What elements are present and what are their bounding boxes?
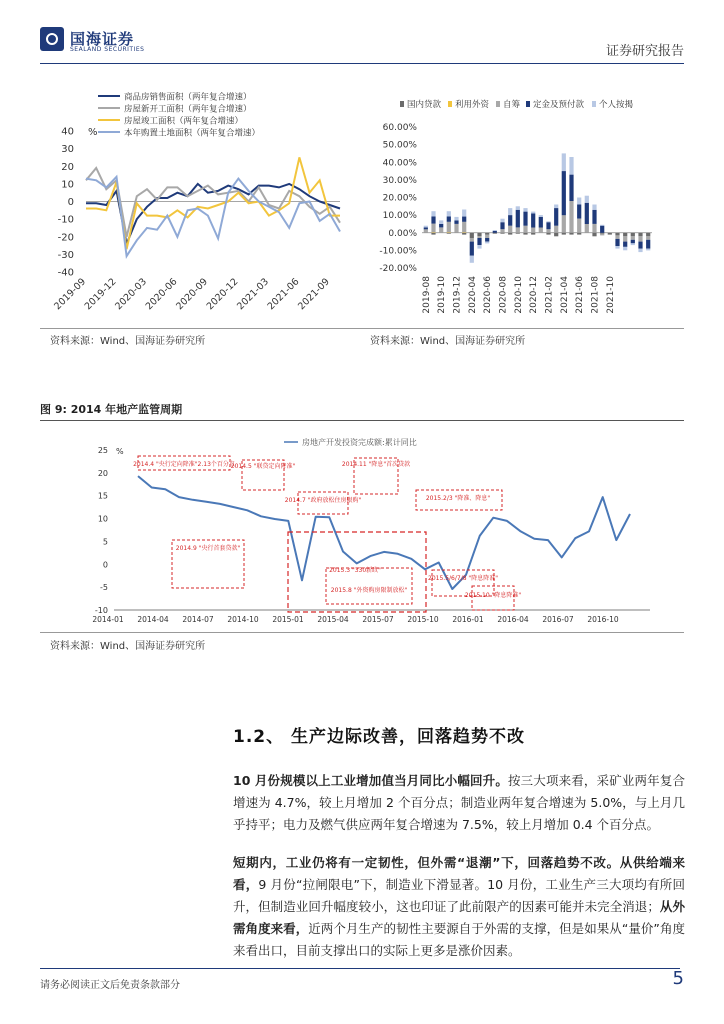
- y-tick-label: 50.00%: [382, 140, 417, 151]
- bar-segment: [431, 217, 435, 224]
- x-tick-label: 2020-10: [513, 276, 524, 314]
- bar-segment: [539, 215, 543, 217]
- bar-segment: [500, 233, 504, 234]
- annotation-label: 2015.5/6/7/8 "降息降准": [428, 575, 498, 582]
- bar-segment: [539, 228, 543, 233]
- y-tick-label: -20: [57, 232, 74, 244]
- bar-segment: [608, 233, 612, 235]
- x-tick-label: 2019-08: [421, 276, 432, 314]
- footer-divider: [40, 968, 680, 969]
- x-tick-label: 2021-10: [605, 276, 616, 314]
- bar-segment: [470, 256, 474, 263]
- y-tick-label: -30: [57, 249, 74, 261]
- bar-segment: [646, 236, 650, 240]
- x-tick-label: 2014-07: [182, 615, 214, 624]
- y-tick-label: 0: [102, 560, 108, 570]
- bar-segment: [500, 222, 504, 229]
- bar-segment: [638, 249, 642, 253]
- bar-segment: [592, 210, 596, 224]
- bar-segment: [623, 247, 627, 251]
- bar-segment: [623, 233, 627, 237]
- bar-segment: [485, 238, 489, 242]
- bar-segment: [516, 210, 520, 228]
- legend-label: 定金及预付款: [533, 100, 585, 110]
- y-tick-label: 0.00%: [388, 228, 417, 239]
- bar-segment: [531, 228, 535, 233]
- bar-segment: [615, 235, 619, 239]
- y-tick-label: -10: [94, 606, 108, 615]
- bar-segment: [600, 233, 604, 234]
- bar-segment: [447, 232, 451, 233]
- bar-segment: [546, 221, 550, 222]
- bar-segment: [631, 233, 635, 237]
- annotation-label: 2015.8 "外资购房限制放松": [330, 587, 408, 594]
- divider: [40, 420, 684, 421]
- bar-segment: [500, 229, 504, 233]
- legend-label: 房地产开发投资完成额:累计同比: [302, 438, 417, 447]
- x-tick-label: 2021-06: [575, 276, 586, 314]
- x-tick-label: 2019-10: [437, 276, 448, 314]
- bar-segment: [431, 232, 435, 233]
- legend-swatch: [496, 101, 500, 107]
- axis-unit-label: %: [88, 127, 98, 138]
- x-tick-label: 2020-08: [498, 276, 509, 314]
- bar-segment: [562, 215, 566, 233]
- paragraph-lead: 短期内，工业仍将有一定韧性，但外需“退潮”下，回落趋势不改。从供给端来看，: [233, 855, 685, 892]
- brand-name-en: SEALAND SECURITIES: [70, 46, 145, 53]
- source-note-figure9: 资料来源：Wind、国海证券研究所: [50, 641, 206, 652]
- bar-segment: [615, 239, 619, 246]
- legend-label: 个人按揭: [599, 100, 634, 110]
- bar-segment: [431, 224, 435, 233]
- legend-swatch: [448, 101, 452, 107]
- paragraph-body: 按三大项来看，采矿业两年复合增速为 4.7%，较上月增加 2 个百分点；制造业两年复合增速为 5.0%，与上月几乎持平；电力及燃气供应两年复合增速为 7.5%，较上月增加 0.4 个百分点。: [233, 773, 685, 832]
- bar-segment: [638, 236, 642, 241]
- bar-segment: [546, 222, 550, 229]
- bar-segment: [508, 208, 512, 215]
- x-tick-label: 2020-03: [113, 276, 150, 313]
- x-tick-label: 2020-06: [143, 276, 180, 313]
- bar-segment: [447, 211, 451, 216]
- x-tick-label: 2020-12: [204, 276, 241, 313]
- x-tick-label: 2016-10: [587, 615, 619, 624]
- bar-segment: [623, 242, 627, 247]
- x-tick-label: 2014-04: [137, 615, 169, 624]
- bar-segment: [447, 217, 451, 222]
- bar-segment: [454, 224, 458, 233]
- y-tick-label: 0: [67, 197, 74, 208]
- bar-segment: [569, 157, 573, 175]
- bar-segment: [638, 233, 642, 237]
- bar-segment: [477, 245, 481, 249]
- x-tick-label: 2015-10: [407, 615, 439, 624]
- bar-segment: [470, 238, 474, 242]
- annotation-label: 2014.9 "央行首套贷款": [175, 545, 241, 552]
- source-note-left: 资料来源：Wind、国海证券研究所: [50, 336, 206, 347]
- divider: [40, 328, 684, 329]
- y-tick-label: 40.00%: [382, 158, 417, 169]
- annotation-label: 2014.4 "央行定向降准"2.13个百分点: [133, 461, 235, 468]
- y-tick-label: 10.00%: [382, 211, 417, 222]
- x-tick-label: 2019-09: [52, 276, 89, 313]
- bar-segment: [508, 215, 512, 226]
- x-tick-label: 2020-09: [174, 276, 211, 313]
- bar-segment: [531, 212, 535, 214]
- x-tick-label: 2021-03: [235, 276, 272, 313]
- bar-segment: [562, 153, 566, 171]
- bar-segment: [615, 233, 619, 236]
- legend-label: 国内贷款: [407, 100, 442, 110]
- legend-label: 商品房销售面积（两年复合增速）: [124, 92, 252, 103]
- chart-housing-growth: [40, 90, 350, 330]
- bar-segment: [477, 236, 481, 238]
- bar-segment: [638, 242, 642, 249]
- bar-segment: [431, 211, 435, 216]
- annotation-label: 2015.3 "330新政": [329, 567, 381, 574]
- y-tick-label: 30: [61, 144, 74, 156]
- bar-segment: [569, 201, 573, 233]
- x-tick-label: 2020-04: [467, 276, 478, 314]
- bar-segment: [439, 228, 443, 233]
- bar-segment: [424, 228, 428, 230]
- divider: [40, 632, 684, 633]
- annotation-label: 2014.5 "联贷定向降准": [230, 463, 296, 470]
- bar-segment: [447, 222, 451, 233]
- chart-policy-cycle: [90, 432, 670, 628]
- bar-segment: [493, 233, 497, 234]
- report-type-label: 证券研究报告: [605, 44, 684, 59]
- bar-segment: [477, 233, 481, 237]
- bar-segment: [485, 233, 489, 235]
- bar-segment: [516, 228, 520, 233]
- paragraph-outlook: [233, 852, 685, 962]
- bar-segment: [508, 226, 512, 233]
- x-tick-label: 2021-09: [296, 276, 332, 313]
- bar-segment: [470, 233, 474, 238]
- bar-segment: [577, 205, 581, 219]
- bar-segment: [546, 229, 550, 233]
- legend-swatch: [592, 101, 596, 107]
- page-number: 5: [672, 968, 684, 989]
- bar-segment: [470, 242, 474, 256]
- y-tick-label: 20: [61, 161, 74, 173]
- x-tick-label: 2021-02: [544, 276, 555, 314]
- y-tick-label: 20.00%: [382, 193, 417, 204]
- bar-segment: [500, 219, 504, 223]
- y-tick-label: 15: [97, 491, 108, 501]
- x-tick-label: 2019-12: [452, 276, 463, 314]
- annotation-label: 2014.11 "降息"首次贷款: [341, 461, 411, 468]
- footer-disclaimer: 请务必阅读正文后免责条款部分: [40, 980, 180, 991]
- x-tick-label: 2015-07: [362, 615, 394, 624]
- bar-segment: [424, 229, 428, 233]
- bar-segment: [493, 231, 497, 233]
- bar-segment: [477, 238, 481, 245]
- legend-label: 利用外资: [455, 100, 490, 110]
- bar-segment: [646, 233, 650, 237]
- bar-segment: [562, 171, 566, 215]
- bar-segment: [454, 217, 458, 221]
- bar-segment: [577, 198, 581, 205]
- bar-segment: [447, 233, 451, 234]
- x-tick-label: 2016-04: [497, 615, 529, 624]
- x-tick-label: 2021-04: [559, 276, 570, 314]
- bar-segment: [516, 233, 520, 234]
- x-tick-label: 2016-01: [452, 615, 484, 624]
- bar-segment: [577, 233, 581, 235]
- chart-funding-sources: [370, 90, 690, 330]
- bar-segment: [462, 210, 466, 217]
- bar-segment: [439, 220, 443, 224]
- bar-segment: [600, 226, 604, 233]
- y-tick-label: -40: [57, 267, 74, 279]
- bar-segment: [539, 217, 543, 228]
- bar-segment: [493, 230, 497, 231]
- bar-segment: [585, 196, 589, 203]
- annotation-label: 2015.10 "降息降准": [464, 592, 522, 599]
- x-tick-label: 2021-08: [590, 276, 601, 314]
- bar-segment: [600, 225, 604, 226]
- x-tick-label: 2015-01: [272, 615, 304, 624]
- y-tick-label: 5: [102, 537, 108, 547]
- y-tick-label: 40: [61, 126, 74, 138]
- bar-segment: [562, 233, 566, 235]
- bar-segment: [485, 235, 489, 239]
- bar-segment: [615, 246, 619, 249]
- bar-segment: [577, 219, 581, 233]
- bar-segment: [523, 208, 527, 212]
- bar-segment: [546, 233, 550, 235]
- y-tick-label: -10.00%: [379, 246, 417, 257]
- bar-segment: [523, 233, 527, 235]
- bar-segment: [485, 242, 489, 244]
- x-tick-label: 2014-01: [92, 615, 124, 624]
- figure-title: 图 9: 2014 年地产监管周期: [40, 403, 183, 416]
- x-tick-label: 2020-12: [529, 276, 540, 314]
- bar-segment: [569, 233, 573, 235]
- bar-segment: [454, 220, 458, 224]
- bar-segment: [462, 233, 466, 235]
- y-tick-label: 20: [97, 468, 108, 478]
- bar-segment: [431, 233, 435, 235]
- legend-label: 房屋竣工面积（两年复合增速）: [124, 116, 244, 127]
- y-tick-label: 25: [97, 446, 108, 455]
- bar-segment: [424, 226, 428, 228]
- bar-segment: [585, 224, 589, 233]
- brand-name-cn: 国海证券: [70, 30, 135, 48]
- x-tick-label: 2016-07: [542, 615, 574, 624]
- bar-segment: [592, 224, 596, 233]
- annotation-label: 2014.7 "政府放松住房限购": [284, 497, 362, 504]
- bar-segment: [585, 203, 589, 224]
- y-tick-label: 60.00%: [382, 123, 417, 133]
- bar-segment: [554, 208, 558, 226]
- bar-segment: [554, 205, 558, 209]
- bar-segment: [623, 236, 627, 241]
- legend-swatch: [526, 101, 530, 107]
- x-tick-label: 2021-06: [265, 276, 302, 313]
- x-tick-label: 2014-10: [227, 615, 259, 624]
- paragraph-body: 近两个月生产的韧性主要源自于外需的支撑，但是如果从“量价”角度来看出口，目前支撑出口的实际上更多是涨价因素。: [233, 921, 685, 958]
- x-tick-label: 2020-06: [483, 276, 494, 314]
- legend-label: 本年购置土地面积（两年复合增速）: [124, 128, 261, 139]
- y-tick-label: -5: [100, 583, 108, 593]
- y-tick-label: 10: [97, 514, 108, 524]
- bar-segment: [646, 249, 650, 251]
- bar-segment: [531, 213, 535, 227]
- axis-unit-label: %: [116, 447, 124, 456]
- bar-segment: [516, 206, 520, 210]
- bar-segment: [646, 240, 650, 249]
- bar-segment: [631, 243, 635, 245]
- y-tick-label: 10: [61, 179, 74, 191]
- y-tick-label: -10: [57, 214, 74, 226]
- source-note-right: 资料来源：Wind、国海证券研究所: [370, 336, 526, 347]
- bar-segment: [569, 175, 573, 201]
- header-divider: [40, 63, 684, 64]
- bar-segment: [508, 233, 512, 235]
- bar-segment: [462, 217, 466, 222]
- bar-segment: [600, 234, 604, 236]
- bar-segment: [462, 222, 466, 233]
- bar-segment: [631, 240, 635, 244]
- x-tick-label: 2019-12: [82, 276, 119, 313]
- x-tick-label: 2015-04: [317, 615, 349, 624]
- paragraph-lead: 从外需角度来看，: [233, 899, 685, 936]
- bar-segment: [592, 205, 596, 210]
- legend-label: 房屋新开工面积（两年复合增速）: [124, 104, 252, 115]
- y-tick-label: 30.00%: [382, 175, 417, 186]
- bar-segment: [631, 236, 635, 240]
- bar-segment: [523, 212, 527, 226]
- bar-segment: [554, 233, 558, 237]
- bar-segment: [523, 226, 527, 233]
- company-logo-icon: [40, 27, 64, 51]
- paragraph-lead: 10 月份规模以上工业增加值当月同比小幅回升。: [233, 773, 508, 788]
- annotation-label: 2015.2/3 "降准、降息": [425, 495, 491, 502]
- bar-segment: [554, 226, 558, 233]
- y-tick-label: -20.00%: [379, 264, 417, 274]
- paragraph-industrial-output: [233, 770, 685, 836]
- section-title: 1.2、 生产边际改善，回落趋势不改: [233, 727, 526, 747]
- paragraph-body: 9 月份“拉闸限电”下，制造业下滑显著。10 月份，工业生产三大项均有所回升，但制造业回升幅度较小，这也印证了此前限产的因素可能并未完全消退；: [233, 877, 685, 914]
- legend-label: 自筹: [503, 100, 521, 110]
- bar-segment: [531, 233, 535, 235]
- legend-swatch: [400, 101, 404, 107]
- bar-segment: [592, 233, 596, 237]
- bar-segment: [439, 224, 443, 228]
- bar-segment: [462, 232, 466, 233]
